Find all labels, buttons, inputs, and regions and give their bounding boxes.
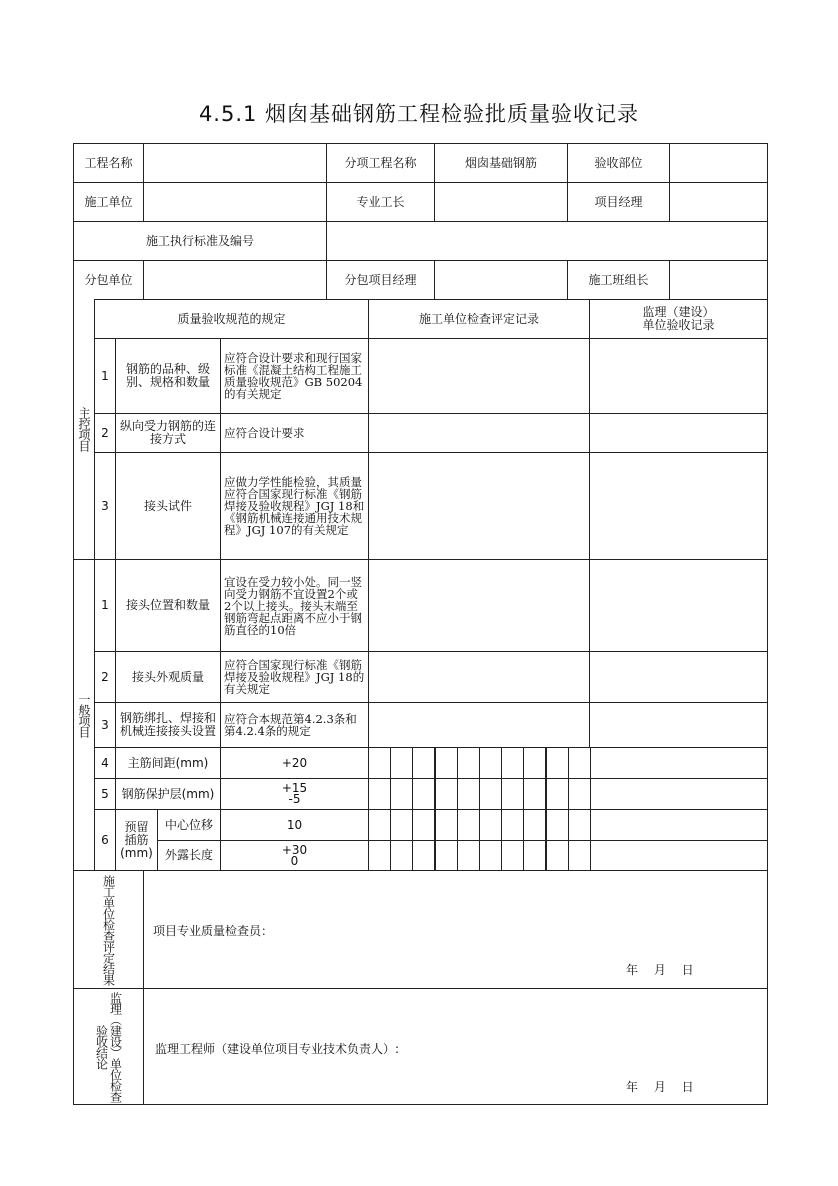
measurement-cell[interactable] bbox=[390, 809, 413, 841]
tolerance-lower: -5 bbox=[288, 792, 301, 806]
measurement-cell[interactable] bbox=[479, 747, 502, 779]
measurement-cell[interactable] bbox=[368, 809, 391, 841]
measurement-cell[interactable] bbox=[546, 778, 569, 810]
measurement-cell[interactable] bbox=[412, 809, 435, 841]
main-item-contractor-record[interactable] bbox=[368, 338, 590, 414]
foreman-label: 专业工长 bbox=[326, 182, 435, 222]
general-item-supervisor-record[interactable] bbox=[589, 809, 768, 841]
page-title: 4.5.1 烟囱基础钢筋工程检验批质量验收记录 bbox=[198, 102, 640, 126]
sub-pm-field[interactable] bbox=[434, 260, 568, 300]
general-item-spec: 宜设在受力较小处。同一竖向受力钢筋不宜设置2个或2个以上接头。接头末端至钢筋弯起点距离不应小于钢筋直径的10倍 bbox=[220, 559, 369, 652]
project-name-field[interactable] bbox=[143, 143, 327, 183]
supervisor-record-header-line1: 监理（建设） bbox=[642, 305, 715, 319]
general-subitem-name: 外露长度 bbox=[157, 840, 221, 871]
measurement-cell[interactable] bbox=[546, 809, 569, 841]
general-item-no: 3 bbox=[94, 702, 116, 748]
measurement-cell[interactable] bbox=[501, 778, 524, 810]
general-items-label: 一般项目 bbox=[73, 559, 95, 871]
foreman-field[interactable] bbox=[434, 182, 568, 222]
general-item-name: 主筋间距(mm) bbox=[115, 747, 221, 779]
measurement-cell[interactable] bbox=[501, 840, 524, 871]
measurement-cell[interactable] bbox=[457, 778, 480, 810]
main-item-spec: 应做力学性能检验，其质量应符合国家现行标准《钢筋焊接及验收规程》JGJ 18和《钢筋机械连接通用技术规程》JGJ 107的有关规定 bbox=[220, 452, 369, 560]
general-item-supervisor-record[interactable] bbox=[589, 702, 768, 748]
general-subitem-tolerance: 10 bbox=[220, 809, 369, 841]
project-name-label: 工程名称 bbox=[73, 143, 144, 183]
general-item-no: 2 bbox=[94, 651, 116, 703]
general-item-supervisor-record[interactable] bbox=[589, 747, 768, 779]
supervisor-record-header bbox=[589, 299, 768, 339]
general-subitem-name: 中心位移 bbox=[157, 809, 221, 841]
measurement-cell[interactable] bbox=[501, 747, 524, 779]
main-control-label: 主控项目 bbox=[73, 299, 95, 560]
supervisor-record-header-line2: 单位验收记录 bbox=[642, 318, 715, 332]
general-item-name: 接头位置和数量 bbox=[115, 559, 221, 652]
contractor-record-header: 施工单位检查评定记录 bbox=[368, 299, 590, 339]
measurement-cell[interactable] bbox=[390, 747, 413, 779]
measurement-cell[interactable] bbox=[568, 809, 591, 841]
measurement-cell[interactable] bbox=[412, 747, 435, 779]
measurement-cell[interactable] bbox=[412, 840, 435, 871]
main-item-no: 1 bbox=[94, 338, 116, 414]
supervisor-result-label: 监理（建设）单位检查验收结论 bbox=[73, 988, 144, 1105]
standard-field[interactable] bbox=[326, 221, 768, 261]
tolerance-upper: +15 bbox=[281, 781, 308, 795]
measurement-cell[interactable] bbox=[457, 809, 480, 841]
measurement-cell[interactable] bbox=[390, 778, 413, 810]
general-item-group: 预留插筋(mm) bbox=[115, 809, 158, 871]
main-item-spec: 应符合设计要求和现行国家标准《混凝土结构工程施工质量验收规范》GB 50204的有关规定 bbox=[220, 338, 369, 414]
general-item-contractor-record[interactable] bbox=[368, 651, 590, 703]
measurement-cell[interactable] bbox=[501, 809, 524, 841]
measurement-cell[interactable] bbox=[479, 809, 502, 841]
subcontractor-label: 分包单位 bbox=[73, 260, 144, 300]
engineer-label: 监理工程师（建设单位项目专业技术负责人）: bbox=[155, 1042, 400, 1056]
main-item-no: 3 bbox=[94, 452, 116, 560]
measurement-cell[interactable] bbox=[568, 747, 591, 779]
main-item-spec: 应符合设计要求 bbox=[220, 413, 369, 453]
supervisor-result-date[interactable]: 年 月 日 bbox=[626, 1080, 694, 1094]
general-item-spec: 应符合本规范第4.2.3条和第4.2.4条的规定 bbox=[220, 702, 369, 748]
acceptance-part-label: 验收部位 bbox=[567, 143, 670, 183]
subcontractor-field[interactable] bbox=[143, 260, 327, 300]
general-item-contractor-record[interactable] bbox=[368, 559, 590, 652]
main-item-name: 纵向受力钢筋的连接方式 bbox=[115, 413, 221, 453]
general-item-no: 5 bbox=[94, 778, 116, 810]
general-item-no: 1 bbox=[94, 559, 116, 652]
acceptance-part-field[interactable] bbox=[669, 143, 768, 183]
sub-project-label: 分项工程名称 bbox=[326, 143, 435, 183]
project-manager-label: 项目经理 bbox=[567, 182, 670, 222]
measurement-cell[interactable] bbox=[435, 778, 458, 810]
spec-column-header: 质量验收规范的规定 bbox=[94, 299, 369, 339]
general-subitem-tolerance bbox=[220, 840, 369, 871]
measurement-cell[interactable] bbox=[368, 747, 391, 779]
measurement-cell[interactable] bbox=[479, 840, 502, 871]
measurement-cell[interactable] bbox=[457, 747, 480, 779]
contractor-label: 施工单位 bbox=[73, 182, 144, 222]
general-item-supervisor-record[interactable] bbox=[589, 778, 768, 810]
tolerance-upper: +30 bbox=[281, 842, 308, 857]
general-item-tolerance bbox=[220, 778, 369, 810]
measurement-cell[interactable] bbox=[412, 778, 435, 810]
standard-label: 施工执行标准及编号 bbox=[73, 221, 327, 261]
general-item-name: 钢筋保护层(mm) bbox=[115, 778, 221, 810]
measurement-cell[interactable] bbox=[435, 840, 458, 871]
measurement-cell[interactable] bbox=[368, 778, 391, 810]
contractor-field[interactable] bbox=[143, 182, 327, 222]
measurement-cell[interactable] bbox=[435, 809, 458, 841]
main-item-name: 钢筋的品种、级别、规格和数量 bbox=[115, 338, 221, 414]
general-item-no: 4 bbox=[94, 747, 116, 779]
measurement-cell[interactable] bbox=[546, 840, 569, 871]
main-item-no: 2 bbox=[94, 413, 116, 453]
main-item-contractor-record[interactable] bbox=[368, 413, 590, 453]
contractor-result-label: 施工单位检查评定结果 bbox=[73, 870, 144, 989]
general-item-supervisor-record[interactable] bbox=[589, 840, 768, 871]
measurement-cell[interactable] bbox=[568, 840, 591, 871]
measurement-cell[interactable] bbox=[523, 778, 546, 810]
general-item-spec: 应符合国家现行标准《钢筋焊接及验收规程》JGJ 18的有关规定 bbox=[220, 651, 369, 703]
sub-project-field[interactable]: 烟囱基础钢筋 bbox=[434, 143, 568, 183]
measurement-cell[interactable] bbox=[390, 840, 413, 871]
team-leader-field[interactable] bbox=[669, 260, 768, 300]
general-item-name: 接头外观质量 bbox=[115, 651, 221, 703]
inspector-label: 项目专业质量检查员： bbox=[153, 924, 274, 938]
team-leader-label: 施工班组长 bbox=[567, 260, 670, 300]
main-item-supervisor-record[interactable] bbox=[589, 413, 768, 453]
measurement-cell[interactable] bbox=[523, 840, 546, 871]
general-item-tolerance: +20 bbox=[220, 747, 369, 779]
general-item-supervisor-record[interactable] bbox=[589, 559, 768, 652]
tolerance-lower: 0 bbox=[290, 853, 299, 868]
general-item-contractor-record[interactable] bbox=[368, 702, 590, 748]
project-manager-field[interactable] bbox=[669, 182, 768, 222]
measurement-cell[interactable] bbox=[479, 778, 502, 810]
general-item-name: 钢筋绑扎、焊接和机械连接接头设置 bbox=[115, 702, 221, 748]
general-item-supervisor-record[interactable] bbox=[589, 651, 768, 703]
sub-pm-label: 分包项目经理 bbox=[326, 260, 435, 300]
measurement-cell[interactable] bbox=[523, 809, 546, 841]
general-item-no: 6 bbox=[94, 809, 116, 871]
measurement-cell[interactable] bbox=[457, 840, 480, 871]
measurement-cell[interactable] bbox=[546, 747, 569, 779]
contractor-result-date[interactable]: 年 月 日 bbox=[626, 963, 694, 977]
main-item-contractor-record[interactable] bbox=[368, 452, 590, 560]
main-item-supervisor-record[interactable] bbox=[589, 452, 768, 560]
measurement-cell[interactable] bbox=[523, 747, 546, 779]
main-item-name: 接头试件 bbox=[115, 452, 221, 560]
measurement-cell[interactable] bbox=[568, 778, 591, 810]
measurement-cell[interactable] bbox=[435, 747, 458, 779]
measurement-cell[interactable] bbox=[368, 840, 391, 871]
main-item-supervisor-record[interactable] bbox=[589, 338, 768, 414]
